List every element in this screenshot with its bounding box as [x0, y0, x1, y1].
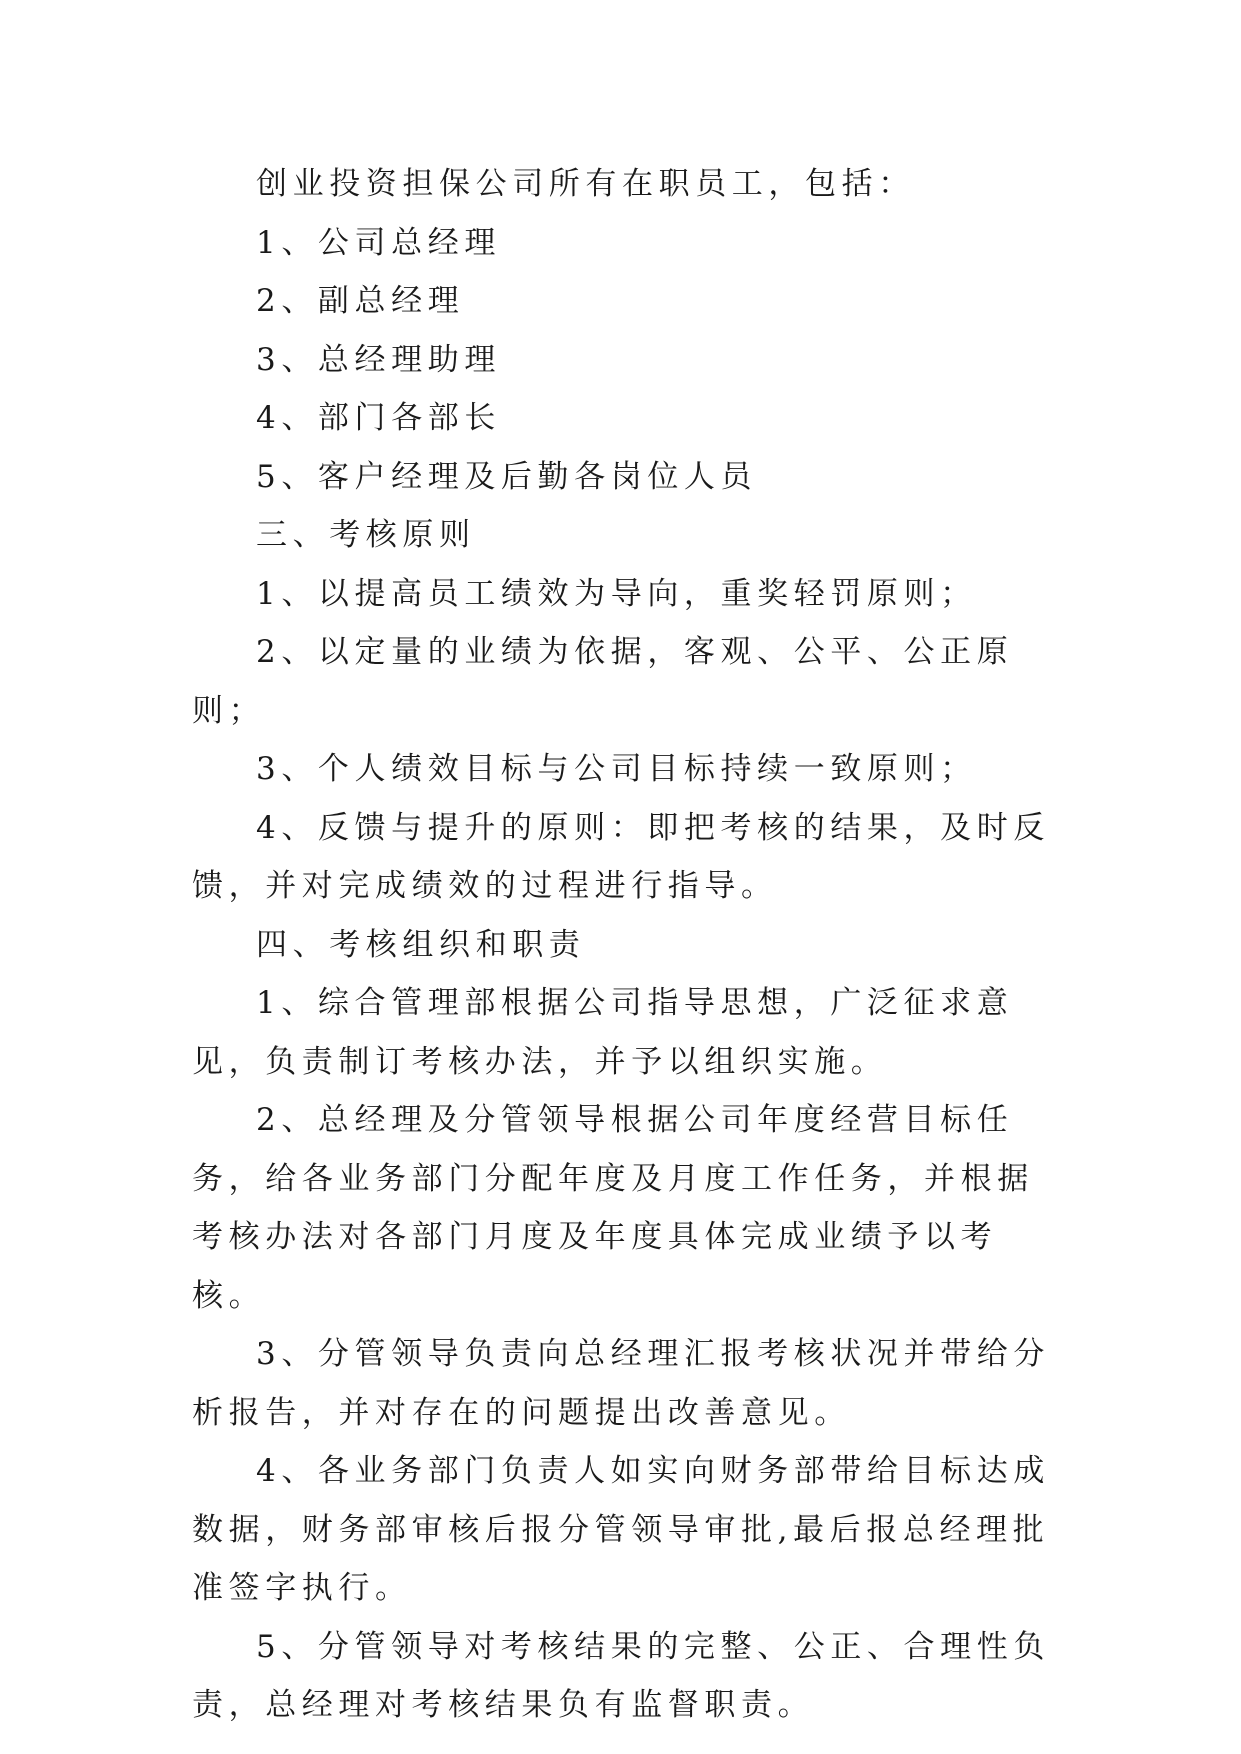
principle-item-4: 4、反馈与提升的原则：即把考核的结果，及时反馈，并对完成绩效的过程进行指导。 [192, 809, 1050, 904]
responsibility-item-4: 4、各业务部门负责人如实向财务部带给目标达成数据，财务部审核后报分管领导审批,最后报总经理批准签字执行。 [192, 1453, 1050, 1606]
list-item-department-heads: 4、部门各部长 [256, 400, 501, 436]
responsibility-item-3: 3、分管领导负责向总经理汇报考核状况并带给分析报告，并对存在的问题提出改善意见。 [192, 1336, 1050, 1431]
principle-item-2: 2、以定量的业绩为依据，客观、公平、公正原则； [192, 634, 1014, 729]
responsibility-item-1: 1、综合管理部根据公司指导思想，广泛征求意见，负责制订考核办法，并予以组织实施。 [192, 985, 1014, 1080]
responsibility-item-2: 2、总经理及分管领导根据公司年度经营目标任务，给各业务部门分配年度及月度工作任务，并根据考核办法对各部门月度及年度具体完成业绩予以考核。 [192, 1102, 1034, 1314]
list-item-account-managers: 5、客户经理及后勤各岗位人员 [256, 458, 758, 495]
list-item-gm-assistant: 3、总经理助理 [256, 341, 501, 378]
principle-item-3: 3、个人绩效目标与公司目标持续一致原则； [256, 751, 977, 787]
list-item-general-manager: 1、公司总经理 [256, 224, 501, 261]
document-page [192, 155, 1054, 1735]
responsibility-item-5: 5、分管领导对考核结果的完整、公正、合理性负责，总经理对考核结果负有监督职责。 [192, 1628, 1050, 1723]
principle-item-1: 1、以提高员工绩效为导向，重奖轻罚原则； [256, 575, 977, 612]
section-heading-principles: 三、考核原则 [256, 517, 476, 553]
section-heading-organization: 四、考核组织和职责 [256, 926, 586, 963]
list-item-deputy-general-manager: 2、副总经理 [256, 283, 465, 319]
paragraph-scope-intro: 创业投资担保公司所有在职员工，包括： [256, 166, 915, 202]
